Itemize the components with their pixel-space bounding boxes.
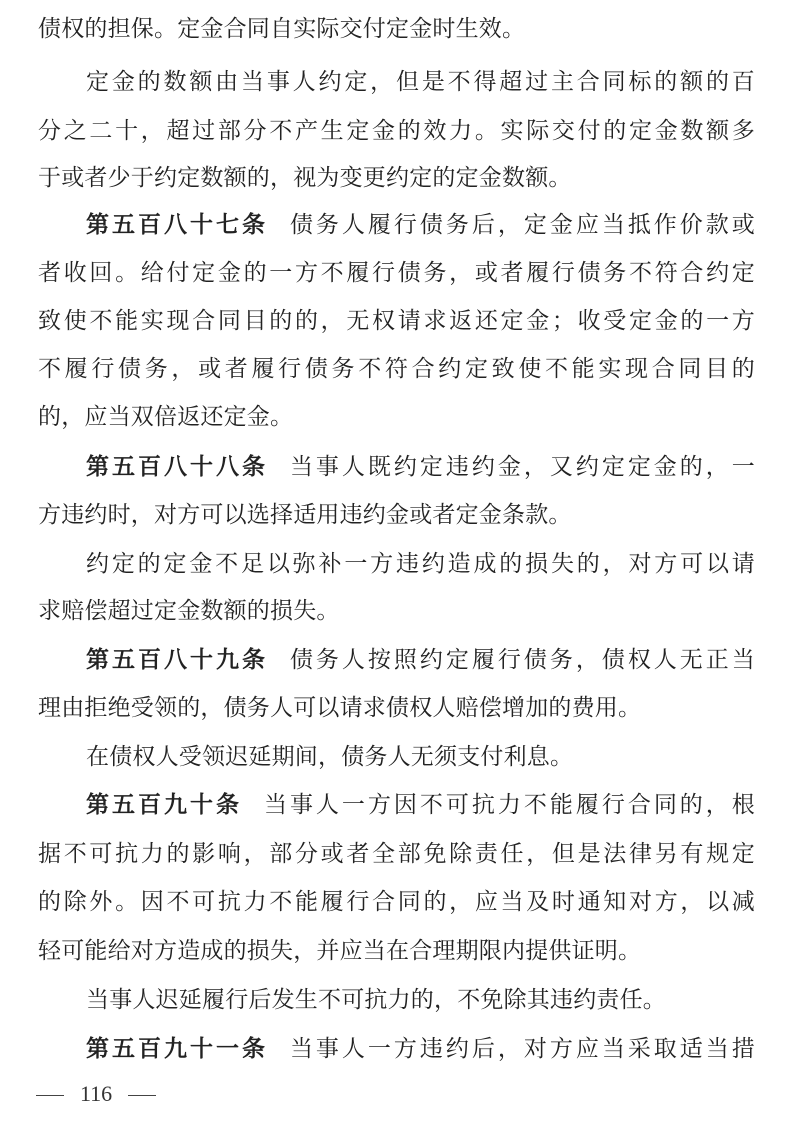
text-line: 者收回。给付定金的一方不履行债务，或者履行债务不符合约定 [38,260,755,286]
article-heading-587: 第五百八十七条 [86,211,268,238]
article-text: 当事人既约定违约金，又约定定金的，一 [289,454,755,480]
text-line: 分之二十，超过部分不产生定金的效力。实际交付的定金数额多 [38,118,755,144]
text-line: 约定的定金不足以弥补一方违约造成的损失的，对方可以请 [86,551,755,577]
footer-dash-right [128,1095,156,1096]
article-text: 债务人履行债务后，定金应当抵作价款或 [289,212,755,238]
article-heading-591: 第五百九十一条 [86,1035,268,1062]
text-line: 在债权人受领迟延期间，债务人无须支付利息。 [86,744,574,770]
text-line: 轻可能给对方造成的损失，并应当在合理期限内提供证明。 [38,938,642,964]
text-line: 不履行债务，或者履行债务不符合约定致使不能实现合同目的 [38,356,755,382]
text-line: 求赔偿超过定金数额的损失。 [38,598,340,624]
article-line [86,440,755,494]
text-line: 致使不能实现合同目的的，无权请求返还定金；收受定金的一方 [38,308,755,334]
text-line: 的，应当双倍返还定金。 [38,404,294,430]
text-line: 理由拒绝受领的，债务人可以请求债权人赔偿增加的费用。 [38,695,642,721]
page-number: 116 [80,1081,113,1106]
page-footer [36,1076,156,1112]
article-text: 当事人一方因不可抗力不能履行合同的，根 [263,792,755,818]
text-line: 定金的数额由当事人约定，但是不得超过主合同标的额的百 [86,69,755,95]
text-line: 据不可抗力的影响，部分或者全部免除责任，但是法律另有规定 [38,841,755,867]
article-heading-588: 第五百八十八条 [86,453,268,480]
article-line [86,778,755,832]
article-heading-590: 第五百九十条 [86,791,242,818]
article-text: 债务人按照约定履行债务，债权人无正当 [289,647,755,673]
article-line [86,1022,755,1076]
text-line: 当事人迟延履行后发生不可抗力的，不免除其违约责任。 [86,987,666,1013]
article-text: 当事人一方违约后，对方应当采取适当措 [289,1036,755,1062]
text-line: 的除外。因不可抗力不能履行合同的，应当及时通知对方，以减 [38,889,755,915]
text-line: 债权的担保。定金合同自实际交付定金时生效。 [38,16,526,42]
text-line: 于或者少于约定数额的，视为变更约定的定金数额。 [38,165,572,191]
article-line [86,633,755,687]
article-line [86,198,755,252]
text-line: 方违约时，对方可以选择适用违约金或者定金条款。 [38,502,572,528]
article-heading-589: 第五百八十九条 [86,646,268,673]
footer-dash-left [36,1095,64,1096]
